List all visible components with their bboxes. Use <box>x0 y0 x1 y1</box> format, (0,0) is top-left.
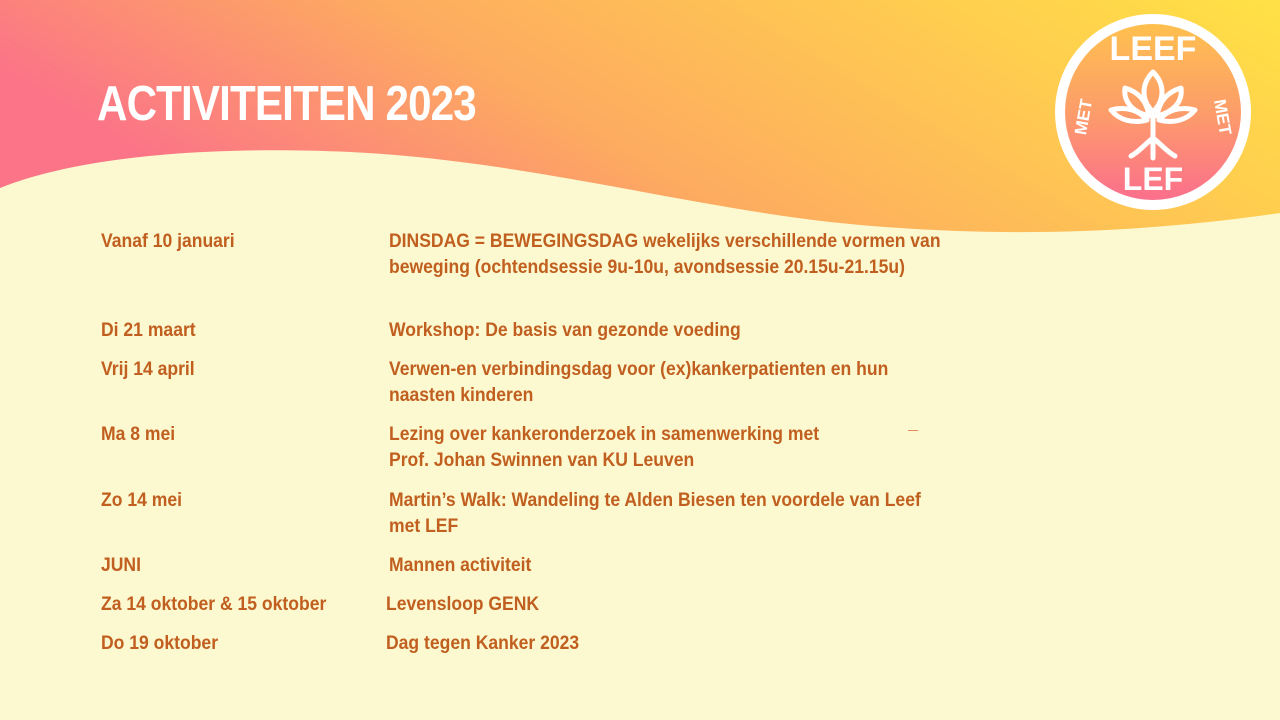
activity-date: Zo 14 mei <box>101 489 182 511</box>
activity-description: Dag tegen Kanker 2023 <box>386 632 580 654</box>
decorative-dash <box>908 430 918 431</box>
slide-title: ACTIVITEITEN 2023 <box>97 77 476 131</box>
activity-date: Za 14 oktober & 15 oktober <box>101 593 327 615</box>
activity-description: Lezing over kankeronderzoek in samenwerking met Prof. Johan Swinnen van KU Leuven <box>389 423 820 471</box>
activity-description: Mannen activiteit <box>389 554 532 576</box>
logo-text-bottom: LEF <box>1122 161 1184 197</box>
activity-date: Do 19 oktober <box>101 632 219 654</box>
logo-text-right: MET <box>1209 97 1235 137</box>
activity-date: Vanaf 10 januari <box>101 230 235 252</box>
activity-description: Martin’s Walk: Wandeling te Alden Biesen ten voordele van Leef met LEF <box>389 489 921 537</box>
logo-text-top: LEEF <box>1109 30 1197 68</box>
activity-description: DINSDAG = BEWEGINGSDAG wekelijks verschillende vormen van beweging (ochtendsessie 9u-10u, avondsessie 20.15u-21.15u) <box>389 230 941 278</box>
activity-date: JUNI <box>101 554 141 576</box>
activity-description: Levensloop GENK <box>386 593 540 615</box>
activity-date: Di 21 maart <box>101 319 196 341</box>
activity-date: Vrij 14 april <box>101 358 195 380</box>
logo-text-left: MET <box>1071 97 1097 137</box>
activity-date: Ma 8 mei <box>101 423 176 445</box>
activity-description: Verwen-en verbindingsdag voor (ex)kankerpatienten en hun naasten kinderen <box>389 358 889 406</box>
activity-description: Workshop: De basis van gezonde voeding <box>389 319 741 341</box>
